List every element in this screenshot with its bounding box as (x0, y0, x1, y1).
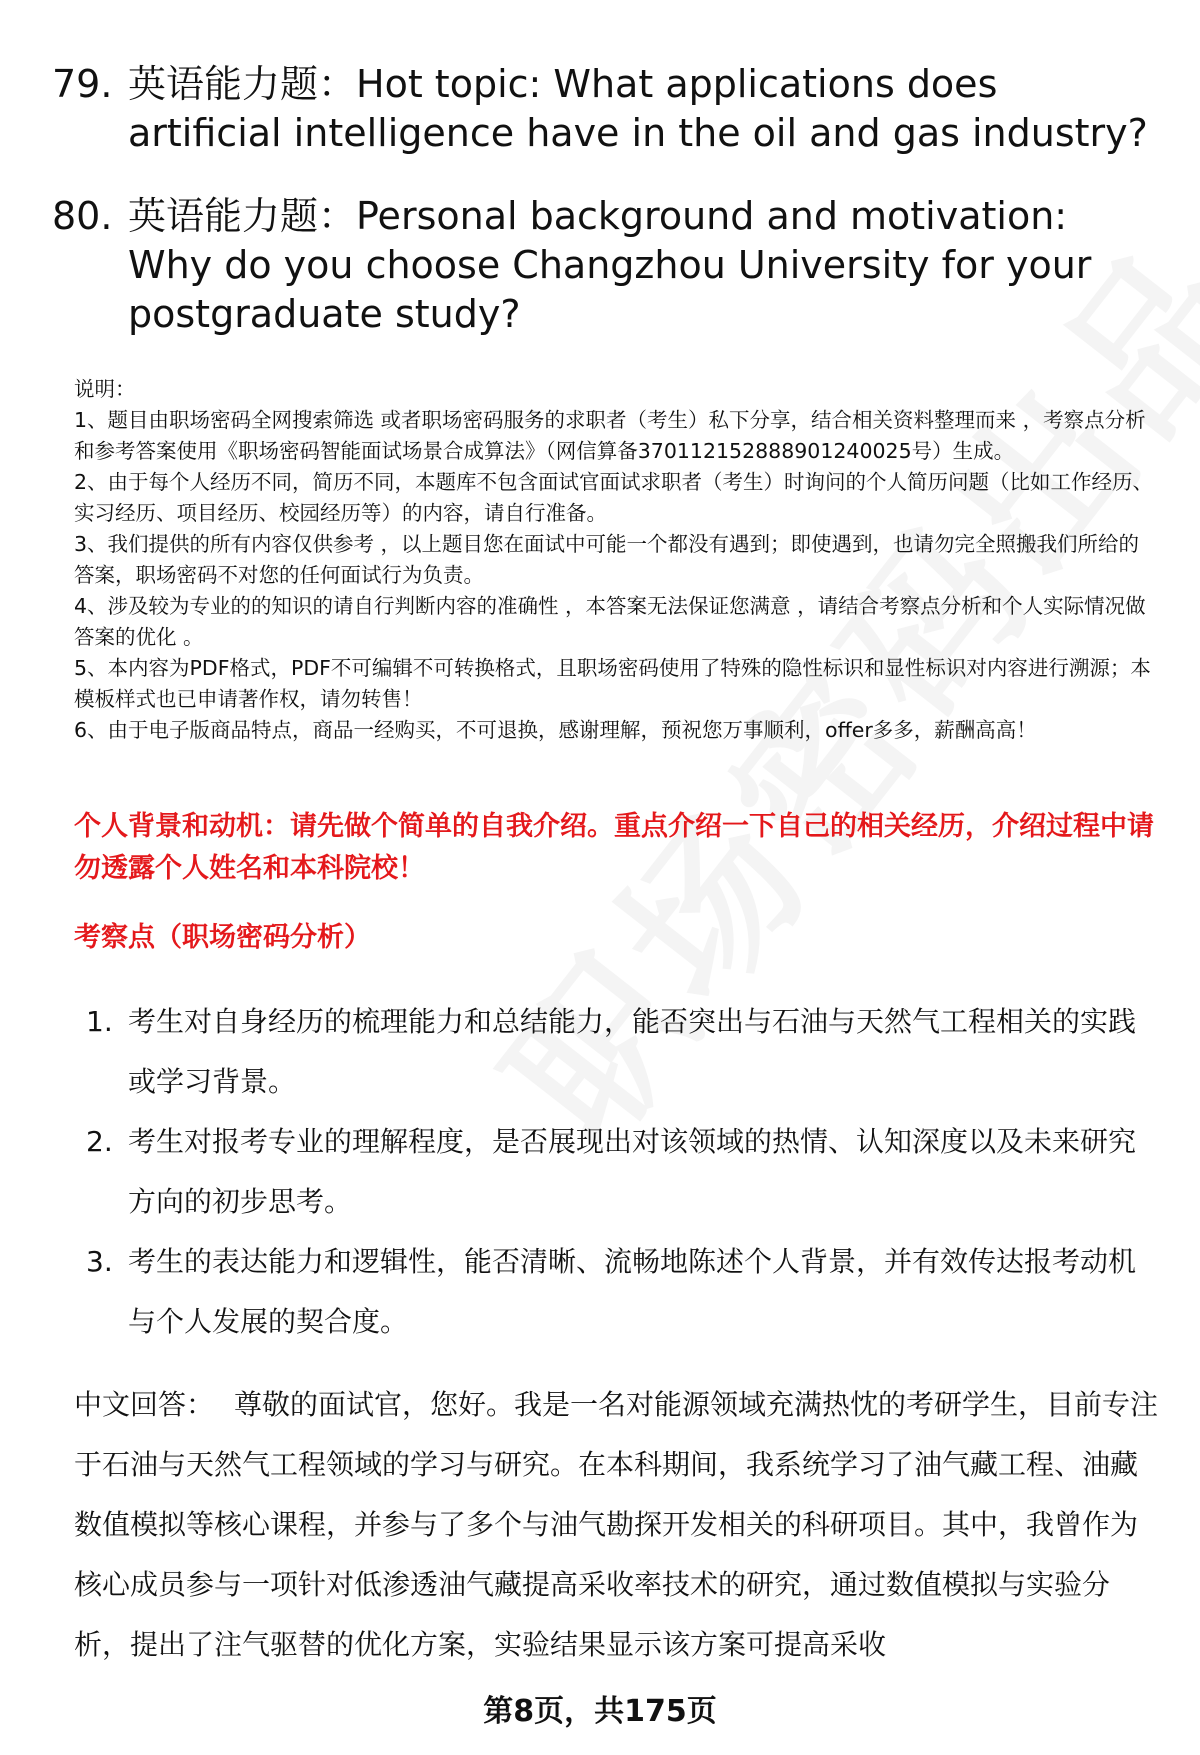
analysis-title: 考察点（职场密码分析） (74, 922, 371, 953)
note-item: 5、本内容为PDF格式，PDF不可编辑不可转换格式，且职场密码使用了特殊的隐性标识和显性标识对内容进行溯源；本模板样式也已申请著作权，请勿转售！ (74, 656, 1151, 711)
note-item: 2、由于每个人经历不同，简历不同，本题库不包含面试官面试求职者（考生）时询问的个人简历问题（比如工作经历、实习经历、项目经历、校园经历等）的内容，请自行准备。 (74, 470, 1154, 525)
answer-text: 尊敬的面试官，您好。我是一名对能源领域充满热忱的考研学生，目前专注于石油与天然气工程领域的学习与研究。在本科期间，我系统学习了油气藏工程、油藏数值模拟等核心课程，并参与了多个与油气勘探开发相关的科研项目。其中，我曾作为核心成员参与一项针对低渗透油气藏提高采收率技术的研究，通过数值模拟与实验分析，提出了注气驱替的优化方案，实验结果显示该方案可提高采收 (74, 1388, 1159, 1661)
point-text: 考生的表达能力和逻辑性，能否清晰、流畅地陈述个人背景，并有效传达报考动机与个人发展的契合度。 (128, 1245, 1137, 1338)
point-number: 3. (86, 1245, 113, 1278)
page-footer: 第8页，共175页 (483, 1694, 717, 1729)
analysis-point (0, 1112, 1200, 1232)
question-text: 英语能力题：Hot topic: What applications does artificial intelligence have in the oil and gas industry? (128, 62, 1148, 155)
notes-section (74, 374, 1159, 746)
analysis-point (0, 1232, 1200, 1352)
point-number: 2. (86, 1125, 113, 1158)
answer-block (74, 1375, 1159, 1675)
question-number: 79. (52, 62, 113, 106)
point-text: 考生对报考专业的理解程度，是否展现出对该领域的热情、认知深度以及未来研究方向的初步思考。 (128, 1125, 1137, 1218)
note-item: 4、涉及较为专业的的知识的请自行判断内容的准确性 ，本答案无法保证您满意 ，请结合考察点分析和个人实际情况做答案的优化 。 (74, 594, 1146, 649)
point-number: 1. (86, 1005, 113, 1038)
note-item: 6、由于电子版商品特点，商品一经购买，不可退换，感谢理解，预祝您万事顺利，offer多多，薪酬高高！ (74, 718, 1037, 742)
answer-label: 中文回答： (74, 1388, 215, 1421)
section-title: 个人背景和动机：请先做个简单的自我介绍。重点介绍一下自己的相关经历，介绍过程中请勿透露个人姓名和本科院校！ (74, 811, 1154, 884)
analysis-points (0, 992, 1200, 1352)
question-item (0, 192, 1200, 339)
note-item: 3、我们提供的所有内容仅供参考 ，以上题目您在面试中可能一个都没有遇到；即使遇到，也请勿完全照搬我们所给的答案，职场密码不对您的任何面试行为负责。 (74, 532, 1140, 587)
question-text: 英语能力题：Personal background and motivation: Why do you choose Changzhou University for your postgraduate study? (128, 194, 1092, 336)
notes-heading: 说明： (74, 377, 136, 401)
analysis-point (0, 992, 1200, 1112)
question-number: 80. (52, 194, 113, 238)
question-list (0, 60, 1200, 373)
point-text: 考生对自身经历的梳理能力和总结能力，能否突出与石油与天然气工程相关的实践或学习背景。 (128, 1005, 1137, 1098)
question-item (0, 60, 1200, 158)
note-item: 1、题目由职场密码全网搜索筛选 或者职场密码服务的求职者（考生）私下分享，结合相关资料整理而来 ，考察点分析和参考答案使用《职场密码智能面试场景合成算法》（网信算备370112152888901240025号）生成。 (74, 408, 1146, 463)
